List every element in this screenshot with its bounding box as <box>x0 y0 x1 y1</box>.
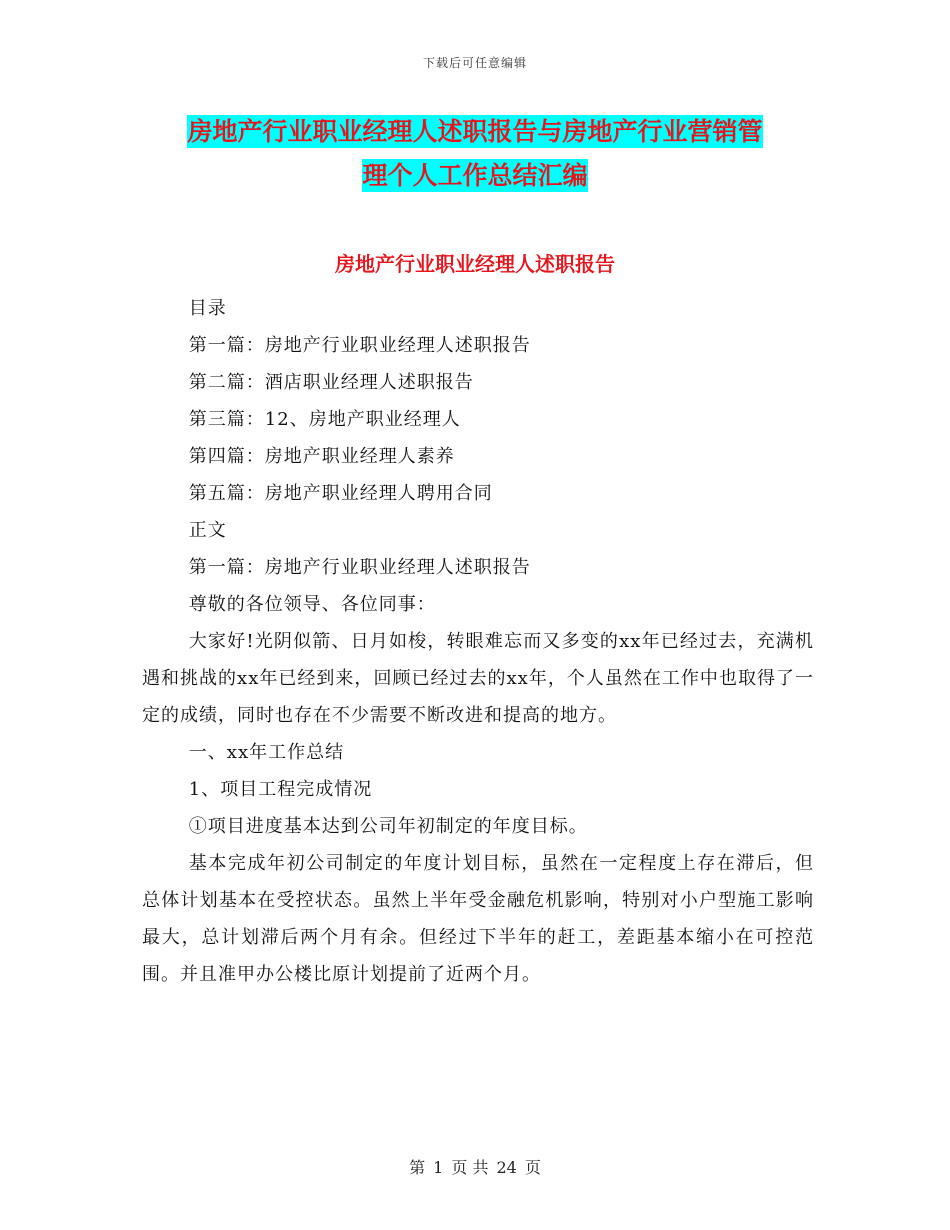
footer-suffix: 页 <box>524 1158 541 1177</box>
title-line-2: 理个人工作总结汇编 <box>362 161 588 190</box>
page-footer <box>0 1155 950 1178</box>
document-title <box>140 110 810 198</box>
body-heading: 正文 <box>188 520 227 541</box>
paragraph-progress: 基本完成年初公司制定的年度计划目标，虽然在一定程度上存在滞后，但总体计划基本在受控状态。虽然上半年受金融危机影响，特别对小户型施工影响最大，总计划滞后两个月有余。但经过下半年的赶工，差距基本缩小在可控范围。并且准甲办公楼比原计划提前了近两个月。 <box>142 853 814 985</box>
toc-item-5: 第五篇：房地产职业经理人聘用合同 <box>188 483 493 504</box>
subsection-heading-1: 1、项目工程完成情况 <box>188 779 373 800</box>
salutation: 尊敬的各位领导、各位同事： <box>188 594 436 615</box>
page-number: 1 <box>433 1158 444 1177</box>
toc-item-1: 第一篇：房地产行业职业经理人述职报告 <box>188 335 531 356</box>
toc-item-3: 第三篇：12、房地产职业经理人 <box>188 409 461 430</box>
section-heading-1: 一、xx年工作总结 <box>188 742 345 763</box>
article-title: 第一篇：房地产行业职业经理人述职报告 <box>188 557 531 578</box>
point-heading-1: ①项目进度基本达到公司年初制定的年度目标。 <box>188 816 588 837</box>
toc-heading: 目录 <box>188 298 227 319</box>
title-line-1: 房地产行业职业经理人述职报告与房地产行业营销管 <box>187 117 763 146</box>
paragraph-intro: 大家好!光阴似箭、日月如梭，转眼难忘而又多变的xx年已经过去，充满机遇和挑战的xx年已经到来，回顾已经过去的xx年，个人虽然在工作中也取得了一定的成绩，同时也存在不少需要不断改进和提高的地方。 <box>142 631 814 726</box>
section-title: 房地产行业职业经理人述职报告 <box>335 252 615 276</box>
toc-item-4: 第四篇：房地产职业经理人素养 <box>188 446 455 467</box>
footer-prefix: 第 <box>409 1158 426 1177</box>
header-note: 下载后可任意编辑 <box>422 56 527 70</box>
footer-middle: 页 共 <box>451 1158 489 1177</box>
toc-item-2: 第二篇：酒店职业经理人述职报告 <box>188 372 474 393</box>
page-total: 24 <box>496 1158 517 1177</box>
document-body <box>142 290 814 993</box>
